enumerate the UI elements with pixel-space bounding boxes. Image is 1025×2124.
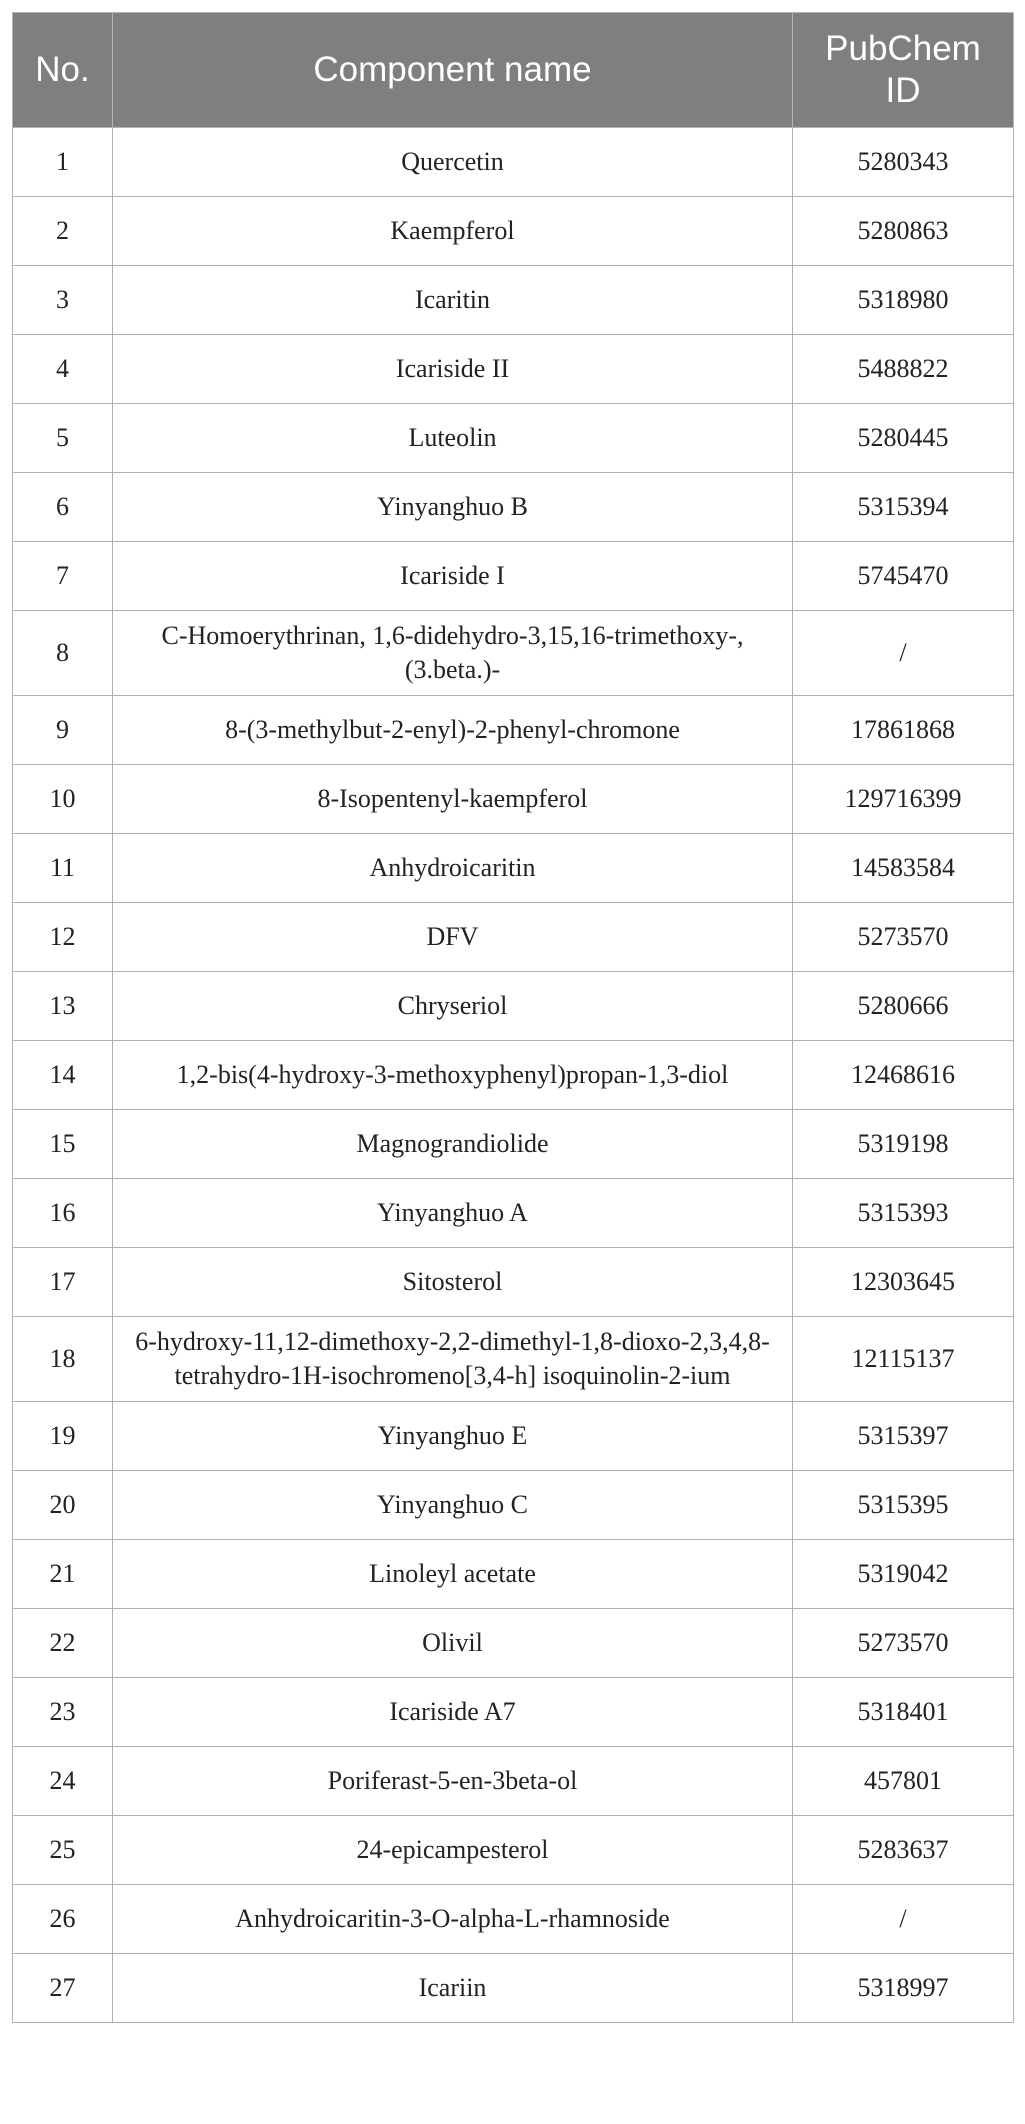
cell-component-name: Icaritin bbox=[113, 266, 793, 335]
cell-component-name: Magnograndiolide bbox=[113, 1110, 793, 1179]
cell-no: 9 bbox=[13, 696, 113, 765]
cell-pubchem-id: 5318980 bbox=[793, 266, 1014, 335]
cell-pubchem-id: / bbox=[793, 1885, 1014, 1954]
table-row bbox=[13, 834, 1014, 903]
cell-component-name: Icariside A7 bbox=[113, 1678, 793, 1747]
cell-pubchem-id: 12468616 bbox=[793, 1041, 1014, 1110]
cell-no: 4 bbox=[13, 335, 113, 404]
cell-component-name: Chryseriol bbox=[113, 972, 793, 1041]
cell-pubchem-id: 5283637 bbox=[793, 1816, 1014, 1885]
table-row bbox=[13, 1885, 1014, 1954]
cell-pubchem-id: 5273570 bbox=[793, 1609, 1014, 1678]
cell-no: 15 bbox=[13, 1110, 113, 1179]
cell-no: 17 bbox=[13, 1248, 113, 1317]
cell-component-name: DFV bbox=[113, 903, 793, 972]
table-row bbox=[13, 1041, 1014, 1110]
cell-pubchem-id: 5280863 bbox=[793, 197, 1014, 266]
cell-pubchem-id: 12303645 bbox=[793, 1248, 1014, 1317]
table-row bbox=[13, 1317, 1014, 1402]
header-row bbox=[13, 13, 1014, 128]
cell-pubchem-id: 5315394 bbox=[793, 473, 1014, 542]
header-no: No. bbox=[13, 13, 113, 128]
cell-no: 23 bbox=[13, 1678, 113, 1747]
table-row bbox=[13, 1471, 1014, 1540]
cell-component-name: Poriferast-5-en-3beta-ol bbox=[113, 1747, 793, 1816]
cell-pubchem-id: 5318997 bbox=[793, 1954, 1014, 2023]
cell-pubchem-id: 5315395 bbox=[793, 1471, 1014, 1540]
cell-no: 2 bbox=[13, 197, 113, 266]
table-row bbox=[13, 696, 1014, 765]
cell-component-name: 8-(3-methylbut-2-enyl)-2-phenyl-chromone bbox=[113, 696, 793, 765]
table-row bbox=[13, 1402, 1014, 1471]
cell-component-name: C-Homoerythrinan, 1,6-didehydro-3,15,16-trimethoxy-, (3.beta.)- bbox=[113, 611, 793, 696]
table-body bbox=[13, 128, 1014, 2023]
table-row bbox=[13, 1540, 1014, 1609]
cell-component-name: Anhydroicaritin-3-O-alpha-L-rhamnoside bbox=[113, 1885, 793, 1954]
table-row bbox=[13, 1747, 1014, 1816]
table-header bbox=[13, 13, 1014, 128]
header-component-name: Component name bbox=[113, 13, 793, 128]
table-row bbox=[13, 611, 1014, 696]
cell-no: 8 bbox=[13, 611, 113, 696]
cell-no: 16 bbox=[13, 1179, 113, 1248]
cell-no: 20 bbox=[13, 1471, 113, 1540]
cell-pubchem-id: 5319042 bbox=[793, 1540, 1014, 1609]
cell-pubchem-id: 14583584 bbox=[793, 834, 1014, 903]
cell-component-name: Yinyanghuo E bbox=[113, 1402, 793, 1471]
cell-no: 22 bbox=[13, 1609, 113, 1678]
cell-pubchem-id: 5280666 bbox=[793, 972, 1014, 1041]
cell-pubchem-id: 5315397 bbox=[793, 1402, 1014, 1471]
cell-component-name: 24-epicampesterol bbox=[113, 1816, 793, 1885]
cell-component-name: Yinyanghuo A bbox=[113, 1179, 793, 1248]
table-row bbox=[13, 972, 1014, 1041]
cell-no: 10 bbox=[13, 765, 113, 834]
cell-component-name: Anhydroicaritin bbox=[113, 834, 793, 903]
components-table bbox=[12, 12, 1014, 2023]
cell-pubchem-id: 5319198 bbox=[793, 1110, 1014, 1179]
table-row bbox=[13, 128, 1014, 197]
table-row bbox=[13, 1179, 1014, 1248]
cell-no: 6 bbox=[13, 473, 113, 542]
cell-component-name: Olivil bbox=[113, 1609, 793, 1678]
cell-no: 19 bbox=[13, 1402, 113, 1471]
table-row bbox=[13, 473, 1014, 542]
cell-no: 3 bbox=[13, 266, 113, 335]
cell-no: 12 bbox=[13, 903, 113, 972]
cell-pubchem-id: 129716399 bbox=[793, 765, 1014, 834]
table-row bbox=[13, 1954, 1014, 2023]
table-row bbox=[13, 1816, 1014, 1885]
cell-no: 24 bbox=[13, 1747, 113, 1816]
cell-no: 27 bbox=[13, 1954, 113, 2023]
cell-component-name: Quercetin bbox=[113, 128, 793, 197]
table-row bbox=[13, 903, 1014, 972]
cell-no: 26 bbox=[13, 1885, 113, 1954]
cell-component-name: Yinyanghuo C bbox=[113, 1471, 793, 1540]
cell-pubchem-id: 5318401 bbox=[793, 1678, 1014, 1747]
table-row bbox=[13, 197, 1014, 266]
cell-pubchem-id: 5280445 bbox=[793, 404, 1014, 473]
table-row bbox=[13, 335, 1014, 404]
cell-component-name: 8-Isopentenyl-kaempferol bbox=[113, 765, 793, 834]
header-pubchem-id: PubChem ID bbox=[793, 13, 1014, 128]
cell-no: 21 bbox=[13, 1540, 113, 1609]
table-row bbox=[13, 1678, 1014, 1747]
cell-component-name: Icariin bbox=[113, 1954, 793, 2023]
cell-no: 14 bbox=[13, 1041, 113, 1110]
cell-component-name: Luteolin bbox=[113, 404, 793, 473]
cell-pubchem-id: 17861868 bbox=[793, 696, 1014, 765]
cell-no: 18 bbox=[13, 1317, 113, 1402]
table-row bbox=[13, 765, 1014, 834]
cell-no: 13 bbox=[13, 972, 113, 1041]
cell-pubchem-id: 457801 bbox=[793, 1747, 1014, 1816]
table-row bbox=[13, 542, 1014, 611]
cell-component-name: Linoleyl acetate bbox=[113, 1540, 793, 1609]
cell-component-name: 1,2-bis(4-hydroxy-3-methoxyphenyl)propan-1,3-diol bbox=[113, 1041, 793, 1110]
cell-component-name: Icariside I bbox=[113, 542, 793, 611]
cell-pubchem-id: 5280343 bbox=[793, 128, 1014, 197]
table-row bbox=[13, 1609, 1014, 1678]
cell-component-name: Icariside II bbox=[113, 335, 793, 404]
table-row bbox=[13, 404, 1014, 473]
cell-component-name: Yinyanghuo B bbox=[113, 473, 793, 542]
table-row bbox=[13, 266, 1014, 335]
cell-component-name: Sitosterol bbox=[113, 1248, 793, 1317]
cell-pubchem-id: / bbox=[793, 611, 1014, 696]
cell-pubchem-id: 5488822 bbox=[793, 335, 1014, 404]
cell-pubchem-id: 12115137 bbox=[793, 1317, 1014, 1402]
cell-no: 7 bbox=[13, 542, 113, 611]
table-row bbox=[13, 1248, 1014, 1317]
cell-pubchem-id: 5745470 bbox=[793, 542, 1014, 611]
cell-no: 11 bbox=[13, 834, 113, 903]
cell-component-name: Kaempferol bbox=[113, 197, 793, 266]
cell-pubchem-id: 5315393 bbox=[793, 1179, 1014, 1248]
table-row bbox=[13, 1110, 1014, 1179]
cell-pubchem-id: 5273570 bbox=[793, 903, 1014, 972]
cell-no: 5 bbox=[13, 404, 113, 473]
cell-component-name: 6-hydroxy-11,12-dimethoxy-2,2-dimethyl-1,8-dioxo-2,3,4,8-tetrahydro-1H-isochromeno[3,4-h] isoquinolin-2-ium bbox=[113, 1317, 793, 1402]
cell-no: 25 bbox=[13, 1816, 113, 1885]
cell-no: 1 bbox=[13, 128, 113, 197]
components-table-container bbox=[12, 12, 1013, 2023]
